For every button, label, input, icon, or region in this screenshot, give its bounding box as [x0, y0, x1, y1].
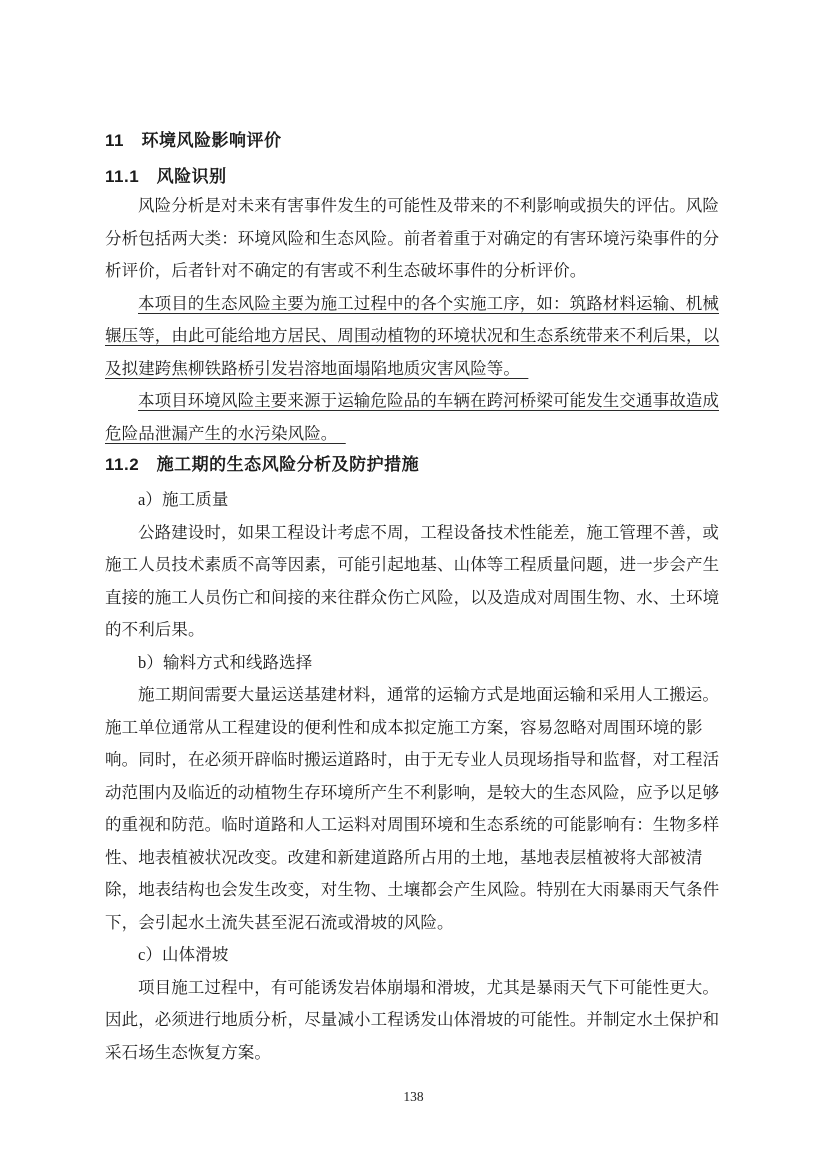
- paragraph-line: 辗压等，由此可能给地方居民、周围动植物的环境状况和生态系统带来不利后果，以: [105, 326, 720, 345]
- paragraph-line: 析评价，后者针对不确定的有害或不利生态破坏事件的分析评价。: [105, 261, 587, 280]
- list-item-label-c: c）山体滑坡: [138, 945, 229, 964]
- list-item-label-a: a）施工质量: [138, 490, 229, 509]
- paragraph-line: 响。同时，在必须开辟临时搬运道路时，由于无专业人员现场指导和监督，对工程活: [105, 750, 720, 769]
- paragraph-line: 分析包括两大类：环境风险和生态风险。前者着重于对确定的有害环境污染事件的分: [105, 228, 720, 248]
- paragraph-line: 直接的施工人员伤亡和间接的来往群众伤亡风险，以及造成对周围生物、水、土环境: [105, 587, 720, 607]
- page-footer: [0, 1089, 827, 1105]
- section-heading-11-2: 11.2 施工期的生态风险分析及防护措施: [105, 455, 420, 474]
- section-heading-11-1: 11.1 风险识别: [105, 167, 227, 186]
- list-item-label-b: b）输料方式和线路选择: [138, 652, 313, 672]
- paragraph-line: 采石场生态恢复方案。: [105, 1042, 271, 1062]
- paragraph-line: 施工单位通常从工程建设的便利性和成本拟定施工方案，容易忽略对周围环境的影: [105, 717, 703, 737]
- page-number: 138: [403, 1089, 424, 1104]
- paragraph-line: 性、地表植被状况改变。改建和新建道路所占用的土地，基地表层植被将大部被清: [105, 847, 703, 867]
- paragraph-line: 公路建设时，如果工程设计考虑不周，工程设备技术性能差，施工管理不善，或: [138, 522, 719, 542]
- paragraph-line: 本项目环境风险主要来源于运输危险品的车辆在跨河桥梁可能发生交通事故造成: [138, 391, 719, 410]
- paragraph-line: 施工期间需要大量运送基建材料，通常的运输方式是地面运输和采用人工搬运。: [138, 685, 719, 704]
- paragraph-line: 危险品泄漏产生的水污染风险。: [105, 423, 346, 443]
- paragraph-line: 除，地表结构也会发生改变，对生物、土壤都会产生风险。特别在大雨暴雨天气条件: [105, 880, 720, 899]
- paragraph-line: 的不利后果。: [105, 620, 205, 639]
- paragraph-line: 施工人员技术素质不高等因素，可能引起地基、山体等工程质量问题，进一步会产生: [105, 555, 720, 574]
- paragraph-line: 本项目的生态风险主要为施工过程中的各个实施工序，如：筑路材料运输、机械: [138, 293, 719, 313]
- paragraph-line: 因此，必须进行地质分析，尽量减小工程诱发山体滑坡的可能性。并制定水土保护和: [105, 1010, 720, 1029]
- chapter-heading: 11 环境风险影响评价: [105, 131, 282, 150]
- paragraph-line: 项目施工过程中，有可能诱发岩体崩塌和滑坡，尤其是暴雨天气下可能性更大。: [138, 977, 719, 997]
- paragraph-line: 动范围内及临近的动植物生存环境所产生不利影响，是较大的生态风险，应予以足够: [105, 782, 720, 802]
- paragraph-line: 的重视和防范。临时道路和人工运料对周围环境和生态系统的可能影响有：生物多样: [105, 815, 720, 834]
- document-content: [0, 131, 827, 1069]
- paragraph-line: 下，会引起水土流失甚至泥石流或滑坡的风险。: [105, 912, 454, 932]
- paragraph-line: 及拟建跨焦柳铁路桥引发岩溶地面塌陷地质灾害风险等。: [105, 358, 529, 378]
- paragraph-line: 风险分析是对未来有害事件发生的可能性及带来的不利影响或损失的评估。风险: [138, 196, 719, 215]
